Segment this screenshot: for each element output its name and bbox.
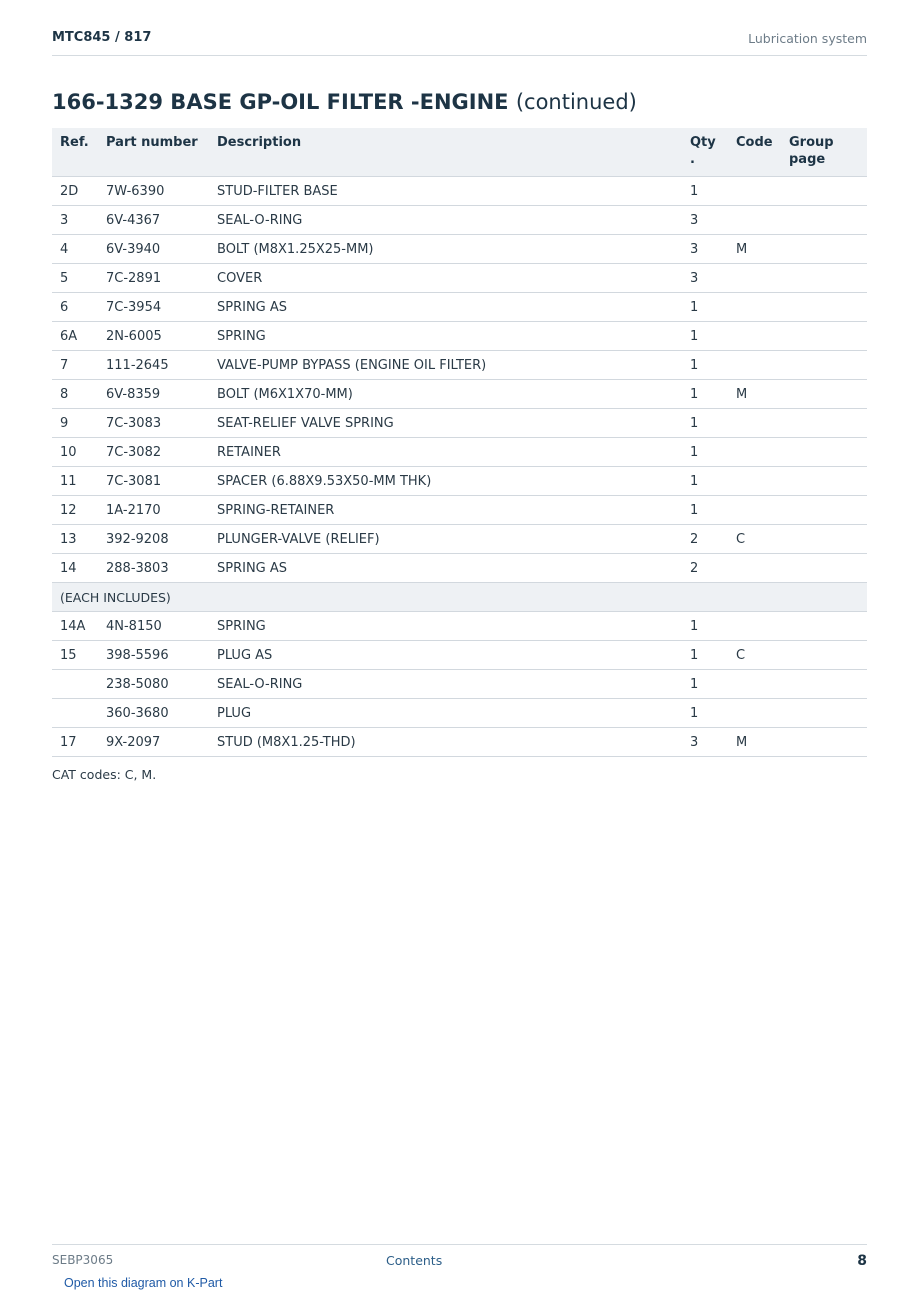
part-number-cell: 288-3803 <box>98 554 209 583</box>
qty-cell: 1 <box>682 496 728 525</box>
group-page-cell <box>781 206 867 235</box>
page-header <box>52 28 867 56</box>
part-number-cell: 6V-3940 <box>98 235 209 264</box>
code-cell <box>728 177 781 206</box>
description-cell: PLUG AS <box>209 641 682 670</box>
code-cell <box>728 670 781 699</box>
description-cell: SPRING <box>209 322 682 351</box>
description-cell: PLUNGER-VALVE (RELIEF) <box>209 525 682 554</box>
code-cell: C <box>728 525 781 554</box>
code-cell: C <box>728 641 781 670</box>
code-cell <box>728 322 781 351</box>
ref-cell: 14A <box>52 612 98 641</box>
table-row <box>52 554 867 583</box>
footer-document-id: SEBP3065 <box>52 1253 114 1267</box>
qty-cell: 2 <box>682 525 728 554</box>
ref-cell: 17 <box>52 728 98 757</box>
group-page-cell <box>781 467 867 496</box>
qty-cell: 1 <box>682 438 728 467</box>
qty-cell: 1 <box>682 641 728 670</box>
group-page-cell <box>781 409 867 438</box>
group-page-cell <box>781 177 867 206</box>
description-cell: STUD (M8X1.25-THD) <box>209 728 682 757</box>
page-number: 8 <box>857 1253 867 1269</box>
group-page-cell <box>781 235 867 264</box>
column-header-qty <box>682 128 728 177</box>
table-row <box>52 264 867 293</box>
qty-cell: 1 <box>682 380 728 409</box>
ref-cell <box>52 670 98 699</box>
group-page-cell <box>781 322 867 351</box>
description-cell: RETAINER <box>209 438 682 467</box>
part-number-cell: 7C-2891 <box>98 264 209 293</box>
title-suffix: (continued) <box>515 90 637 114</box>
description-cell: COVER <box>209 264 682 293</box>
ref-cell: 5 <box>52 264 98 293</box>
qty-cell: 1 <box>682 699 728 728</box>
description-cell: SEAL-O-RING <box>209 670 682 699</box>
table-row <box>52 409 867 438</box>
qty-cell: 1 <box>682 409 728 438</box>
ref-cell: 4 <box>52 235 98 264</box>
section-name: Lubrication system <box>748 31 867 46</box>
page-title <box>52 90 637 114</box>
code-cell <box>728 496 781 525</box>
group-page-cell <box>781 670 867 699</box>
ref-cell: 12 <box>52 496 98 525</box>
description-cell: SPRING <box>209 612 682 641</box>
code-cell <box>728 264 781 293</box>
description-cell: VALVE-PUMP BYPASS (ENGINE OIL FILTER) <box>209 351 682 380</box>
contents-link[interactable]: Contents <box>386 1253 443 1268</box>
description-cell: SEAT-RELIEF VALVE SPRING <box>209 409 682 438</box>
document-reference: MTC845 / 817 <box>52 30 152 45</box>
ref-cell: 13 <box>52 525 98 554</box>
ref-cell: 8 <box>52 380 98 409</box>
code-cell: M <box>728 235 781 264</box>
part-number-cell: 2N-6005 <box>98 322 209 351</box>
group-page-cell <box>781 438 867 467</box>
description-cell: SPRING AS <box>209 554 682 583</box>
part-number-cell: 1A-2170 <box>98 496 209 525</box>
part-number-cell: 9X-2097 <box>98 728 209 757</box>
parts-table <box>52 128 867 757</box>
table-row <box>52 235 867 264</box>
group-page-cell <box>781 728 867 757</box>
note-cell: (EACH INCLUDES) <box>52 583 867 612</box>
group-page-cell <box>781 496 867 525</box>
qty-cell: 1 <box>682 351 728 380</box>
description-cell: BOLT (M6X1X70-MM) <box>209 380 682 409</box>
part-number-cell: 392-9208 <box>98 525 209 554</box>
ref-cell: 2D <box>52 177 98 206</box>
table-row <box>52 467 867 496</box>
qty-cell: 1 <box>682 612 728 641</box>
table-row <box>52 496 867 525</box>
parts-table-body <box>52 177 867 757</box>
qty-cell: 3 <box>682 206 728 235</box>
qty-cell: 1 <box>682 670 728 699</box>
code-cell <box>728 293 781 322</box>
code-cell <box>728 351 781 380</box>
table-row <box>52 728 867 757</box>
part-number-cell: 6V-8359 <box>98 380 209 409</box>
table-row <box>52 206 867 235</box>
description-cell: BOLT (M8X1.25X25-MM) <box>209 235 682 264</box>
column-header-ref: Ref. <box>52 128 98 177</box>
description-cell: SPRING-RETAINER <box>209 496 682 525</box>
part-number-cell: 398-5596 <box>98 641 209 670</box>
qty-cell: 3 <box>682 264 728 293</box>
qty-cell: 1 <box>682 467 728 496</box>
table-row <box>52 293 867 322</box>
group-page-cell <box>781 351 867 380</box>
part-number-cell: 7C-3082 <box>98 438 209 467</box>
ref-cell: 6A <box>52 322 98 351</box>
group-page-cell <box>781 699 867 728</box>
table-row <box>52 670 867 699</box>
group-page-cell <box>781 380 867 409</box>
part-number-cell: 4N-8150 <box>98 612 209 641</box>
qty-header-line1: Qty <box>690 135 716 150</box>
cat-codes-note: CAT codes: C, M. <box>52 767 157 782</box>
part-number-cell: 7C-3954 <box>98 293 209 322</box>
description-cell: SPACER (6.88X9.53X50-MM THK) <box>209 467 682 496</box>
table-header-row <box>52 128 867 177</box>
qty-cell: 3 <box>682 728 728 757</box>
group-page-cell <box>781 641 867 670</box>
ref-cell: 7 <box>52 351 98 380</box>
code-cell <box>728 409 781 438</box>
part-number-cell: 360-3680 <box>98 699 209 728</box>
ref-cell: 6 <box>52 293 98 322</box>
description-cell: SPRING AS <box>209 293 682 322</box>
table-row <box>52 699 867 728</box>
table-row <box>52 641 867 670</box>
ref-cell: 15 <box>52 641 98 670</box>
qty-header-line2: . <box>690 152 695 167</box>
column-header-code: Code <box>728 128 781 177</box>
qty-cell: 1 <box>682 177 728 206</box>
ref-cell <box>52 699 98 728</box>
qty-cell: 1 <box>682 322 728 351</box>
qty-cell: 1 <box>682 293 728 322</box>
title-main: 166-1329 BASE GP-OIL FILTER -ENGINE <box>52 90 509 114</box>
code-cell <box>728 699 781 728</box>
table-row <box>52 380 867 409</box>
group-page-cell <box>781 612 867 641</box>
code-cell <box>728 206 781 235</box>
part-number-cell: 7C-3083 <box>98 409 209 438</box>
group-page-cell <box>781 554 867 583</box>
part-number-cell: 7W-6390 <box>98 177 209 206</box>
code-cell <box>728 612 781 641</box>
part-number-cell: 111-2645 <box>98 351 209 380</box>
group-page-cell <box>781 293 867 322</box>
qty-cell: 2 <box>682 554 728 583</box>
part-number-cell: 7C-3081 <box>98 467 209 496</box>
description-cell: PLUG <box>209 699 682 728</box>
column-header-group-page <box>781 128 867 177</box>
description-cell: STUD-FILTER BASE <box>209 177 682 206</box>
ref-cell: 9 <box>52 409 98 438</box>
code-cell <box>728 438 781 467</box>
table-row <box>52 322 867 351</box>
table-row <box>52 525 867 554</box>
ref-cell: 11 <box>52 467 98 496</box>
qty-cell: 3 <box>682 235 728 264</box>
description-cell: SEAL-O-RING <box>209 206 682 235</box>
column-header-part-number: Part number <box>98 128 209 177</box>
part-number-cell: 238-5080 <box>98 670 209 699</box>
table-row <box>52 177 867 206</box>
table-row <box>52 351 867 380</box>
table-row <box>52 438 867 467</box>
column-header-description: Description <box>209 128 682 177</box>
code-cell: M <box>728 380 781 409</box>
group-header-line1: Group <box>789 135 834 150</box>
group-header-line2: page <box>789 152 826 167</box>
code-cell: M <box>728 728 781 757</box>
group-page-cell <box>781 525 867 554</box>
ref-cell: 3 <box>52 206 98 235</box>
ref-cell: 10 <box>52 438 98 467</box>
part-number-cell: 6V-4367 <box>98 206 209 235</box>
ref-cell: 14 <box>52 554 98 583</box>
code-cell <box>728 467 781 496</box>
group-page-cell <box>781 264 867 293</box>
footer-divider <box>52 1244 867 1246</box>
table-note-row <box>52 583 867 612</box>
table-row <box>52 612 867 641</box>
code-cell <box>728 554 781 583</box>
open-diagram-link[interactable]: Open this diagram on K-Part <box>64 1276 223 1290</box>
